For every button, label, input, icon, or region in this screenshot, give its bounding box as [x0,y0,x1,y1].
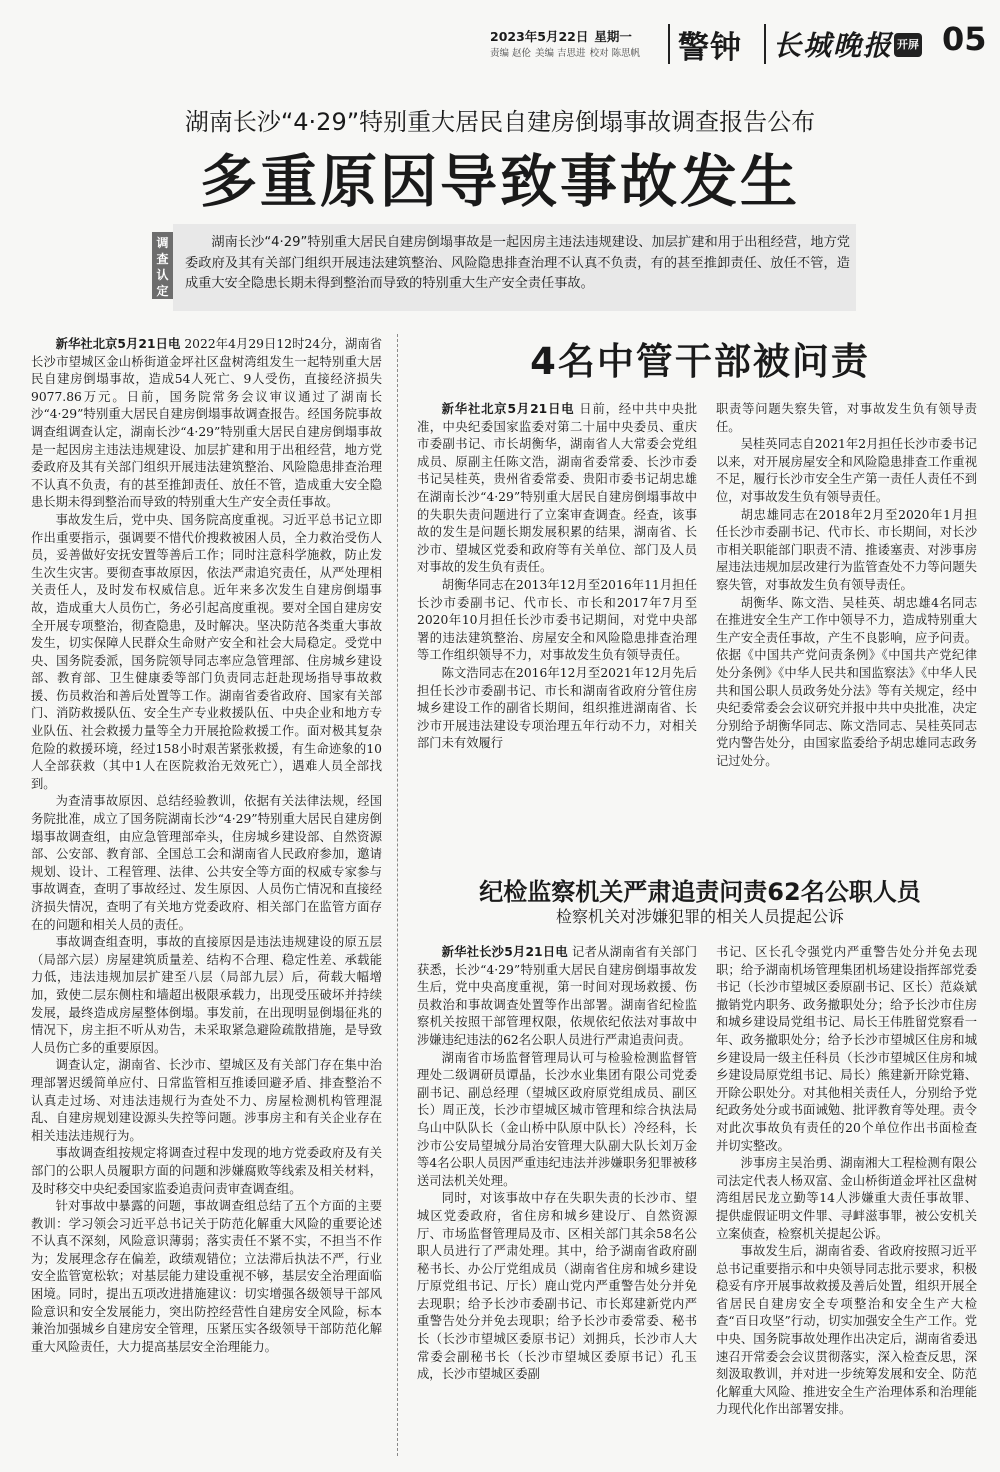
article2-title: 4名中管干部被问责 [530,340,870,383]
summary-tag-char: 调 [156,236,169,250]
article-paragraph: 吴桂英同志自2021年2月担任长沙市委书记以来，对开展房屋安全和风险隐患排查工作重视不足，履行长沙市安全生产第一责任人责任不到位，对事故发生负有领导责任。 [716,437,977,504]
article-paragraph: 湖南省市场监督管理局认可与检验检测监督管理处二级调研员谭晶，长沙水业集团有限公司党委副书记、副总经理（望城区政府原党组成员、副区长）周正茂，长沙市望城区城市管理和综合执法局乌山中队队长（金山桥中队原中队长）冷经科，长沙市公安局望城分局治安管理大队副大队长刘万金等4名公职人员因严重违纪违法并涉嫌职务犯罪被移送司法机关处理。 [417,1050,697,1188]
proof-credit: 校对 陈思帆 [589,48,641,59]
column-divider [397,334,399,1456]
article-paragraph: 胡忠雄同志在2018年2月至2020年1月担任长沙市委副书记、代市长、市长期间，对长沙市相关职能部门职责不清、推诿塞责、对涉事房屋违法违规加层改建行为监管查处不力等问题失察失管，对事故发生负有领导责任。 [716,507,977,592]
editor-credit: 责编 赵伦 [490,48,532,59]
masthead-divider [668,24,670,64]
article-paragraph: 职责等问题失察失管，对事故发生负有领导责任。 [716,402,977,434]
article-paragraph: 事故发生后，党中央、国务院高度重视。习近平总书记立即作出重要指示，强调要不惜代价搜救被困人员，全力救治受伤人员，妥善做好安抚安置等善后工作；同时注意科学施救，防止发生次生灾害。要彻查事故原因，依法严肃追究责任，从严处理相关责任人，及时发布权威信息。近年来多次发生自建房倒塌事故，造成重大人员伤亡，务必引起高度重视。要对全国自建房安全开展专项整治，彻查隐患，及时解决。坚决防范各类重大事故发生，切实保障人民群众生命财产安全和社会大局稳定。受党中央、国务院委派，国务院领导同志率应急管理部、住房城乡建设部、教育部、卫生健康委等部门负责同志赶赴现场指导事故救援、伤员救治和善后处置等工作。湖南省委省政府、国家有关部门、消防救援队伍、安全生产专业救援队伍、中央企业和地方专业队伍、社会救援力量等全力开展抢险救援工作。面对极其复杂危险的救援环境，经过158小时艰苦紧张救援，有生命迹象的10人全部获救（其中1人在医院救治无效死亡），遇难人员全部找到。 [31,512,382,791]
art-credit: 美编 吉思进 [535,48,586,59]
article-paragraph [31,336,382,512]
article3-title: 纪检监察机关严肃追责问责62名公职人员 [479,878,921,906]
article3-subtitle: 检察机关对涉嫌犯罪的相关人员提起公诉 [555,907,844,926]
dateline: 新华社北京5月21日电 [441,402,575,416]
article3-col1 [417,944,697,1384]
summary-tag-char: 认 [156,268,169,282]
article-paragraph: 陈文浩同志在2016年12月至2021年12月先后担任长沙市委副书记、市长和湖南省政府分管住房城乡建设工作的副省长期间，组织推进湖南省、长沙市开展违法建设专项治理五年行动不力，对相关部门未有效履行 [417,665,697,751]
article-paragraph: 为查清事故原因、总结经验教训，依据有关法律法规，经国务院批准，成立了国务院湖南长沙“4·29”特别重大居民自建房倒塌事故调查组，由应急管理部牵头，住房城乡建设部、自然资源部、公安部、教育部、全国总工会和湖南省人民政府参加，邀请规划、设计、工程管理、法律、公共安全等方面的权威专家参与事故调查，查明了事故经过、发生原因、人员伤亡情况和直接经济损失情况，查明了有关地方党委政府、相关部门在监管方面存在的问题和相关人员的责任。 [31,794,382,932]
summary-text: 湖南长沙“4·29”特别重大居民自建房倒塌事故是一起因房主违法违规建设、加层扩建和用于出租经营，地方党委政府及其有关部门组织开展违法建筑整治、风险隐患排查治理不认真不负责，有的甚至推卸责任、放任不管，造成重大安全隐患长期未得到整治而导致的特别重大生产安全责任事故。 [173,224,856,311]
article2-col2 [716,401,977,770]
main-article [31,336,382,1356]
article2-col1 [417,401,697,753]
masthead-divider [764,24,766,64]
article-paragraph [417,944,697,1050]
dateline: 新华社北京5月21日电 [55,337,181,351]
article-paragraph: 胡衡华、陈文浩、吴桂英、胡忠雄4名同志在推进安全生产工作中领导不力，造成特别重大生产安全责任事故，产生不良影响，应予问责。依据《中国共产党问责条例》《中国共产党纪律处分条例》《中华人民共和国监察法》《中华人民共和国公职人员政务处分法》等有关规定，经中央纪委常委会会议研究并报中共中央批准，决定分别给予胡衡华同志、陈文浩同志、吴桂英同志党内警告处分，由国家监委给予胡忠雄同志政务记过处分。 [716,595,977,768]
paragraph-text: 日前，经中共中央批准，中央纪委国家监委对第二十届中央委员、重庆市委副书记、市长胡衡华，湖南省人大常委会党组成员、原副主任陈文浩，湖南省委常委、长沙市委书记吴桂英，贵州省委常委、贵阳市委书记胡忠雄在湖南长沙“4·29”特别重大居民自建房倒塌事故中的失职失责问题进行了立案审查调查。经查，该事故的发生是问题长期发展积累的结果，湖南省、长沙市、望城区党委和政府等有关单位、部门及人员对事故的发生负有责任。 [417,402,697,575]
headline-subtitle: 湖南长沙“4·29”特别重大居民自建房倒塌事故调查报告公布 [184,108,816,136]
article-paragraph: 同时，对该事故中存在失职失责的长沙市、望城区党委政府，省住房和城乡建设厅、自然资源厅、市场监督管理局及市、区相关部门其余58名公职人员进行了严肃处理。其中，给予湖南省政府副秘书长、办公厅党组成员（湖南省住房和城乡建设厅原党组书记、厅长）鹿山党内严重警告处分并免去现职；给予长沙市委副书记、市长郑建新党内严重警告处分并免去现职；给予长沙市委常委、秘书长（长沙市望城区委原书记）刘拥兵，长沙市人大常委会副秘书长（长沙市望城区委原书记）孔玉成，长沙市望城区委副 [417,1191,697,1382]
app-badge-icon: 开屏 [894,33,922,57]
paragraph-text: 2022年4月29日12时24分，湖南省长沙市望城区金山桥街道金坪社区盘树湾组发生一起特别重大居民自建房倒塌事故，造成54人死亡、9人受伤，直接经济损失9077.86万元。日前，国务院常务会议审议通过了湖南长沙“4·29”特别重大居民自建房倒塌事故调查报告。经国务院事故调查组调查认定，湖南长沙“4·29”特别重大居民自建房倒塌事故是一起因房主违法违规建设、加层扩建和用于出租经营，地方党委政府及其有关部门组织开展违法建筑整治、风险隐患排查治理不认真不负责，有的甚至推卸责任、放任不管，造成重大安全隐患长期未得到整治而导致的特别重大生产安全责任事故。 [31,337,382,510]
summary-tag-char: 查 [156,252,169,266]
article-paragraph: 事故调查组查明，事故的直接原因是违法违规建设的原五层（局部六层）房屋建筑质量差、结构不合理、稳定性差、承载能力低，违法违规加层扩建至八层（局部九层）后，荷载大幅增加，致使二层东侧柱和墙超出极限承载力，出现受压破坏并持续发展，最终造成房屋整体倒塌。事发前，在出现明显倒塌征兆的情况下，房主拒不听从劝告，未采取紧急避险疏散措施，是导致人员伤亡多的重要原因。 [31,935,382,1055]
paragraph-text: 记者从湖南省有关部门获悉，长沙“4·29”特别重大居民自建房倒塌事故发生后，党中央高度重视，第一时间对现场救援、伤员救治和事故调查处置等作出部署。湖南省纪检监察机关按照干部管理权限，依规依纪依法对事故中涉嫌违纪违法的62名公职人员进行严肃追责问责。 [417,945,697,1047]
article-paragraph: 胡衡华同志在2013年12月至2016年11月担任长沙市委副书记、代市长、市长和2017年7月至2020年10月担任长沙市委书记期间，对党中央部署的违法建筑整治、房屋安全和风险隐患排查治理等工作组织领导不力，对事故发生负有领导责任。 [417,577,697,663]
newspaper-logo: 长城晚报 [773,29,894,62]
date-text: 2023年5月22日 [490,29,589,44]
article-paragraph: 调查认定，湖南省、长沙市、望城区及有关部门存在集中治理部署迟缓简单应付、日常监管相互推诿回避矛盾、排查整治不认真走过场、对违法违规行为查处不力、房屋检测机构管理混乱、自建房规划建设源头失控等问题。涉事房主和有关企业存在相关违法违规行为。 [31,1058,382,1143]
article-paragraph: 事故调查组按规定将调查过程中发现的地方党委政府及有关部门的公职人员履职方面的问题和涉嫌腐败等线索及相关材料，及时移交中央纪委国家监委追责问责审查调查组。 [31,1146,382,1196]
summary-tag-char: 定 [156,284,169,298]
summary-tag [152,232,173,299]
headline-title: 多重原因导致事故发生 [200,149,800,215]
dateline: 新华社长沙5月21日电 [441,945,568,959]
article-paragraph: 涉事房主吴治勇、湖南湘大工程检测有限公司法定代表人杨双富、金山桥街道金坪社区盘树湾组居民龙立勤等14人涉嫌重大责任事故罪、提供虚假证明文件罪、寻衅滋事罪，被公安机关立案侦查，检察机关提起公诉。 [716,1156,977,1241]
article-paragraph: 事故发生后，湖南省委、省政府按照习近平总书记重要指示和中央领导同志批示要求，积极稳妥有序开展事故救援及善后处置，组织开展全省居民自建房安全专项整治和安全生产大检查“百日攻坚”行动，切实加强安全生产工作。党中央、国务院事故处理作出决定后，湖南省委迅速召开常委会会议贯彻落实，深入检查反思，深刻汲取教训，并对进一步统筹发展和安全、防范化解重大风险、推进安全生产治理体系和治理能力现代化作出部署安排。 [716,1244,977,1417]
weekday-text: 星期一 [594,29,632,44]
page-number: 05 [942,20,987,58]
article-paragraph: 书记、区长孔令强党内严重警告处分并免去现职；给予湖南机场管理集团机场建设指挥部党委书记（长沙市望城区委原副书记、区长）范焱斌撤销党内职务、政务撤职处分；给予长沙市住房和城乡建设局党组书记、局长王伟胜留党察看一年、政务撤职处分；给予长沙市望城区住房和城乡建设局一级主任科员（长沙市望城区住房和城乡建设局原党组书记、局长）熊建新开除党籍、开除公职处分。对其他相关责任人，分别给予党纪政务处分或书面诫勉、批评教育等处理。责令对此次事故负有责任的20个单位作出书面检查并切实整改。 [716,945,977,1153]
section-name: 警钟 [678,30,742,66]
article-paragraph: 针对事故中暴露的问题，事故调查组总结了五个方面的主要教训：学习领会习近平总书记关于防范化解重大风险的重要论述不认真不深刻，风险意识薄弱；落实责任不紧不实，不担当不作为；发展理念存在偏差，政绩观错位；立法滞后执法不严，行业安全监管宽松软；对基层能力建设重视不够，基层安全治理面临困境。同时，提出五项改进措施建议：切实增强各级领导干部风险意识和安全发展能力，突出防控经营性自建房安全风险，标本兼治加强城乡自建房安全管理，压紧压实各级领导干部防范化解重大风险责任，大力提高基层安全治理能力。 [31,1199,382,1354]
issue-date [490,27,690,45]
article-paragraph [417,401,697,577]
article3-col2 [716,944,977,1419]
staff-credits [490,45,690,59]
